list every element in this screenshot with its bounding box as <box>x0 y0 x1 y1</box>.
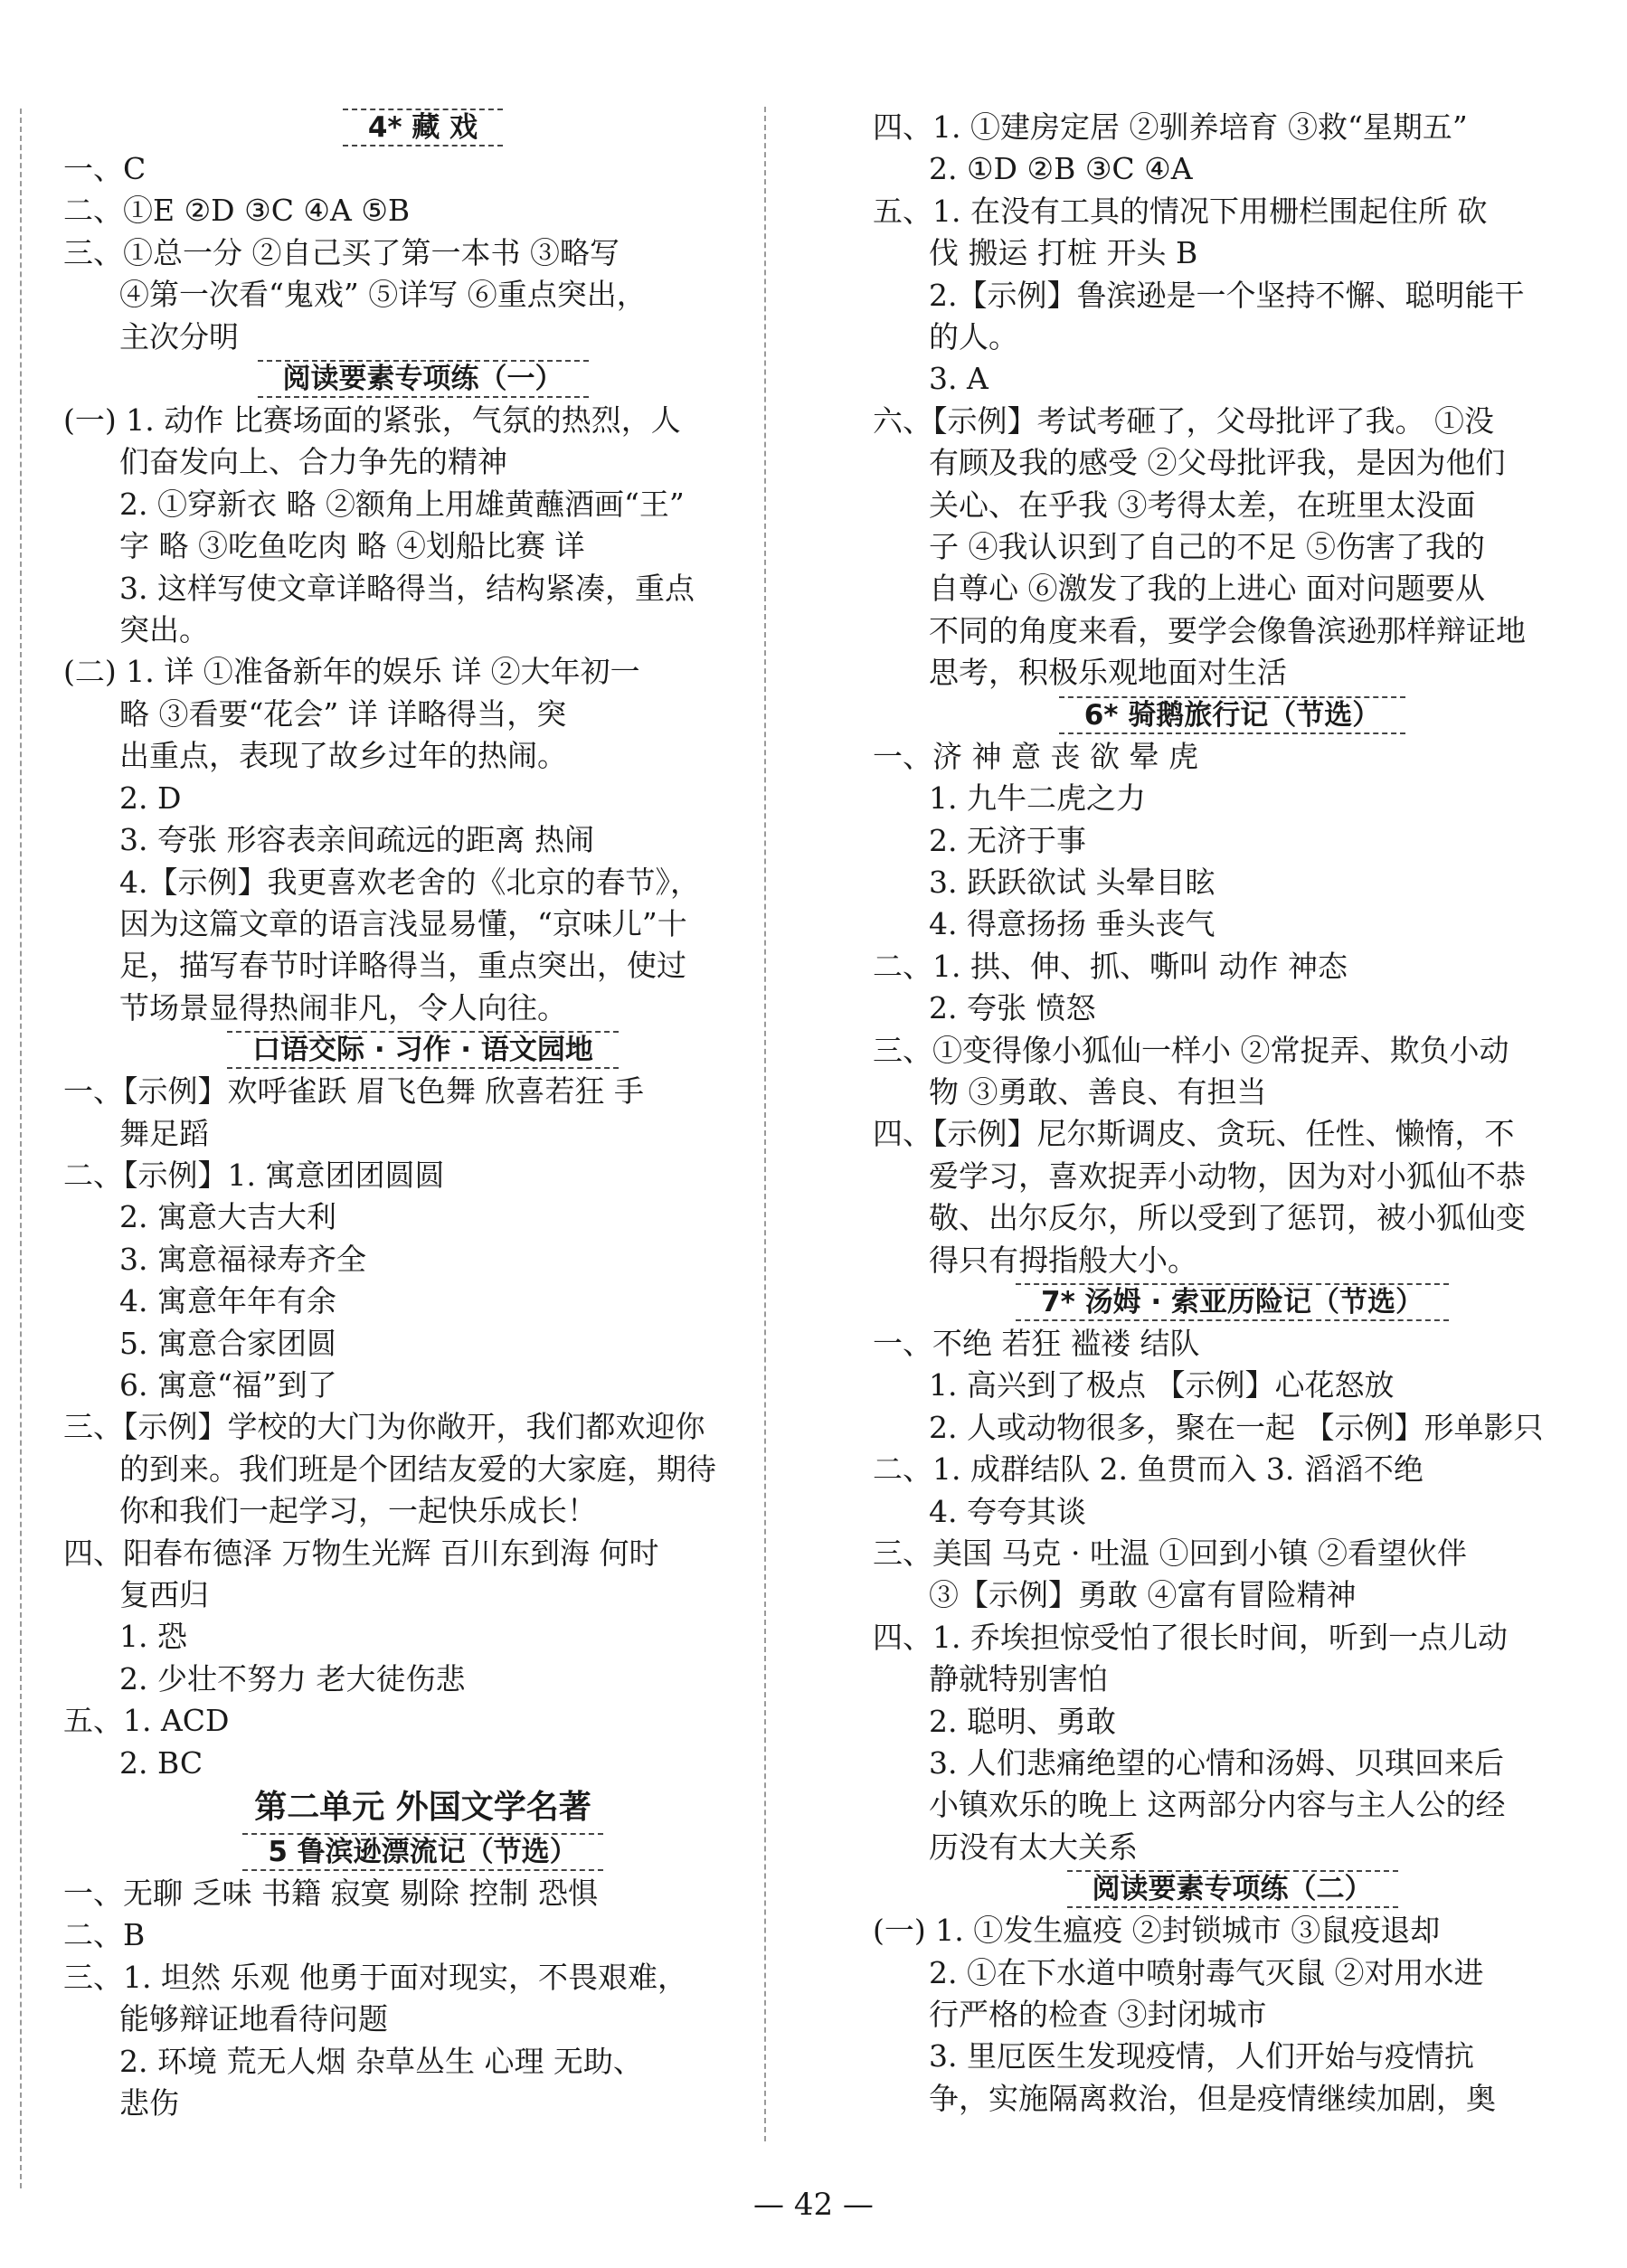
answer-line: (一) 1. ①发生瘟疫 ②封锁城市 ③鼠疫退却 <box>873 1913 1441 1949</box>
answer-line: 三、【示例】学校的大门为你敞开，我们都欢迎你 <box>63 1409 705 1445</box>
answer-line: 二、【示例】1. 寓意团团圆圆 <box>63 1157 445 1193</box>
answer-line: 四、阳春布德泽 万物生光辉 百川东到海 何时 <box>63 1535 659 1571</box>
answer-line: 节场景显得热闹非凡，令人向往。 <box>119 989 567 1025</box>
answer-line: 二、①E ②D ③C ④A ⑤B <box>63 193 411 229</box>
answer-line: 二、B <box>63 1917 146 1953</box>
section-heading-text: 口语交际 · 习作 · 语文园地 <box>227 1031 619 1069</box>
answer-line: 三、美国 马克 · 吐温 ①回到小镇 ②看望伙伴 <box>873 1536 1467 1571</box>
answer-line: 物 ③勇敢、善良、有担当 <box>929 1073 1267 1110</box>
answer-line: 2. BC <box>119 1744 203 1781</box>
answer-line: 2. ①穿新衣 略 ②额角上用雄黄蘸酒画“王” <box>119 486 685 522</box>
answer-line: 1. 九牛二虎之力 <box>929 780 1146 817</box>
answer-line: 突出。 <box>119 612 209 648</box>
answer-line: 六、【示例】考试考砸了，父母批评了我。 ①没 <box>873 402 1494 439</box>
section-heading <box>63 107 782 148</box>
answer-line: 2. 寓意大吉大利 <box>119 1199 336 1235</box>
answer-line: 静就特别害怕 <box>929 1661 1108 1697</box>
answer-line: 伐 搬运 打桩 开头 B <box>929 235 1198 271</box>
answer-line: 悲伤 <box>119 2085 179 2122</box>
section-heading <box>873 1868 1592 1910</box>
answer-line: 一、【示例】欢呼雀跃 眉飞色舞 欣喜若狂 手 <box>63 1073 644 1110</box>
answer-line: 历没有太大关系 <box>929 1829 1138 1865</box>
answer-page <box>63 107 1592 2159</box>
answer-line: (一) 1. 动作 比赛场面的紧张，气氛的热烈，人 <box>63 402 681 439</box>
answer-line: 3. 跃跃欲试 头晕目眩 <box>929 864 1216 900</box>
answer-line: 主次分明 <box>119 318 239 354</box>
answer-line: 三、1. 坦然 乐观 他勇于面对现实，不畏艰难， <box>63 1959 687 1995</box>
answer-line: 4. 得意扬扬 垂头丧气 <box>929 906 1216 942</box>
answer-line: 3. 夸张 形容表亲间疏远的距离 热闹 <box>119 822 594 858</box>
answer-line: 思考，积极乐观地面对生活 <box>929 655 1287 691</box>
answer-line: 足，描写春节时详略得当，重点突出，使过 <box>119 948 686 984</box>
answer-line: 舞足蹈 <box>119 1115 209 1151</box>
answer-line: 五、1. 在没有工具的情况下用栅栏围起住所 砍 <box>873 193 1488 229</box>
section-heading <box>63 358 782 400</box>
answer-line: 四、1. 乔埃担惊受怕了很长时间，听到一点儿动 <box>873 1619 1508 1655</box>
answer-line: 争，实施隔离救治，但是疫情继续加剧，奥 <box>929 2080 1496 2116</box>
answer-line: 3. 寓意福禄寿齐全 <box>119 1241 366 1277</box>
answer-line: 1. 恐 <box>119 1619 187 1655</box>
answer-line: 二、1. 拱、伸、抓、嘶叫 动作 神态 <box>873 948 1348 984</box>
section-heading-text: 4* 藏 戏 <box>343 109 503 146</box>
answer-line: ③【示例】勇敢 ④富有冒险精神 <box>929 1577 1357 1613</box>
answer-line: 2. 环境 荒无人烟 杂草丛生 心理 无助、 <box>119 2043 643 2079</box>
answer-line: 五、1. ACD <box>63 1703 230 1739</box>
answer-line: 3. 里厄医生发现疫情，人们开始与疫情抗 <box>929 2038 1474 2074</box>
answer-line: 的到来。我们班是个团结友爱的大家庭，期待 <box>119 1451 716 1487</box>
answer-line: 得只有拇指般大小。 <box>929 1242 1197 1278</box>
answer-line: 子 ④我认识到了自己的不足 ⑤伤害了我的 <box>929 529 1485 565</box>
answer-line: 的人。 <box>929 319 1018 355</box>
answer-line: 1. 高兴到了极点 【示例】心花怒放 <box>929 1367 1395 1403</box>
answer-line: 出重点，表现了故乡过年的热闹。 <box>119 738 567 774</box>
section-heading-text: 阅读要素专项练（一） <box>258 360 589 398</box>
answer-line: 2. 聪明、勇敢 <box>929 1703 1116 1739</box>
answer-line: 们奋发向上、合力争先的精神 <box>119 444 507 480</box>
answer-line: 你和我们一起学习，一起快乐成长！ <box>119 1493 597 1529</box>
answer-line: ④第一次看“鬼戏” ⑤详写 ⑥重点突出， <box>119 277 647 313</box>
answer-line: (二) 1. 详 ①准备新年的娱乐 详 ②大年初一 <box>63 654 640 690</box>
answer-line: 2. ①在下水道中喷射毒气灭鼠 ②对用水进 <box>929 1954 1484 1990</box>
right-column <box>873 107 1592 2159</box>
answer-line: 2. ①D ②B ③C ④A <box>929 151 1193 187</box>
answer-line: 2. 人或动物很多，聚在一起 【示例】形单影只 <box>929 1409 1544 1445</box>
section-heading-text: 7* 汤姆 · 索亚历险记（节选） <box>1016 1283 1449 1321</box>
section-heading-text: 6* 骑鹅旅行记（节选） <box>1059 696 1406 734</box>
answer-line: 自尊心 ⑥激发了我的上进心 面对问题要从 <box>929 571 1485 607</box>
answer-line: 爱学习，喜欢捉弄小动物，因为对小狐仙不恭 <box>929 1158 1526 1194</box>
answer-line: 6. 寓意“福”到了 <box>119 1366 337 1403</box>
answer-line: 3. 这样写使文章详略得当，结构紧凑，重点 <box>119 570 695 606</box>
answer-line: 2. 少壮不努力 老大徒伤悲 <box>119 1660 466 1696</box>
answer-line: 行严格的检查 ③封闭城市 <box>929 1997 1267 2033</box>
answer-line: 4.【示例】我更喜欢老舍的《北京的春节》， <box>119 864 700 900</box>
answer-line: 四、【示例】尼尔斯调皮、贪玩、任性、懒惰，不 <box>873 1116 1515 1152</box>
answer-line: 四、1. ①建房定居 ②驯养培育 ③救“星期五” <box>873 109 1468 145</box>
answer-line: 2.【示例】鲁滨逊是一个坚持不懈、聪明能干 <box>929 277 1525 313</box>
answer-line: 复西归 <box>119 1577 209 1612</box>
answer-line: 2. 夸张 愤怒 <box>929 990 1096 1026</box>
answer-line: 小镇欢乐的晚上 这两部分内容与主人公的经 <box>929 1787 1506 1823</box>
answer-line: 二、1. 成群结队 2. 鱼贯而入 3. 滔滔不绝 <box>873 1451 1424 1488</box>
answer-line: 一、济 神 意 丧 欲 晕 虎 <box>873 738 1198 774</box>
answer-line: 关心、在乎我 ③考得太差，在班里太没面 <box>929 487 1476 523</box>
answer-line: 4. 夸夸其谈 <box>929 1493 1086 1529</box>
answer-line: 一、不绝 若狂 褴褛 结队 <box>873 1325 1200 1361</box>
answer-line: 3. A <box>929 361 988 397</box>
answer-line: 一、无聊 乏味 书籍 寂寞 剔除 控制 恐惧 <box>63 1876 598 1912</box>
answer-line: 略 ③看要“花会” 详 详略得当，突 <box>119 695 567 732</box>
page-number: — 42 — <box>753 2187 874 2223</box>
answer-line: 有顾及我的感受 ②父母批评我，是因为他们 <box>929 445 1506 481</box>
section-heading <box>873 695 1592 736</box>
answer-line: 能够辩证地看待问题 <box>119 2001 388 2037</box>
section-heading <box>63 1029 782 1071</box>
answer-line: 2. 无济于事 <box>929 822 1086 858</box>
answer-line: 三、①变得像小狐仙一样小 ②常捉弄、欺负小动 <box>873 1032 1509 1068</box>
answer-line: 不同的角度来看，要学会像鲁滨逊那样辩证地 <box>929 612 1526 648</box>
answer-line: 敬、出尔反尔，所以受到了惩罚，被小狐仙变 <box>929 1200 1526 1236</box>
answer-line: 因为这篇文章的语言浅显易懂，“京味儿”十 <box>119 905 687 941</box>
answer-line: 三、①总一分 ②自己买了第一本书 ③略写 <box>63 234 620 270</box>
section-heading <box>873 1281 1592 1323</box>
section-heading-text: 5 鲁滨逊漂流记（节选） <box>242 1833 602 1871</box>
answer-line: 5. 寓意合家团圆 <box>119 1325 336 1361</box>
answer-line: 一、C <box>63 151 147 186</box>
answer-line: 3. 人们悲痛绝望的心情和汤姆、贝琪回来后 <box>929 1745 1504 1781</box>
section-heading-text: 阅读要素专项练（二） <box>1067 1870 1398 1908</box>
answer-line: 2. D <box>119 780 182 816</box>
unit-title: 第二单元 外国文学名著 <box>254 1789 591 1827</box>
binding-margin-rule <box>20 109 22 2188</box>
answer-line: 4. 寓意年年有余 <box>119 1283 336 1319</box>
left-column <box>63 107 782 2159</box>
section-heading <box>63 1831 782 1873</box>
answer-line: 字 略 ③吃鱼吃肉 略 ④划船比赛 详 <box>119 528 585 564</box>
